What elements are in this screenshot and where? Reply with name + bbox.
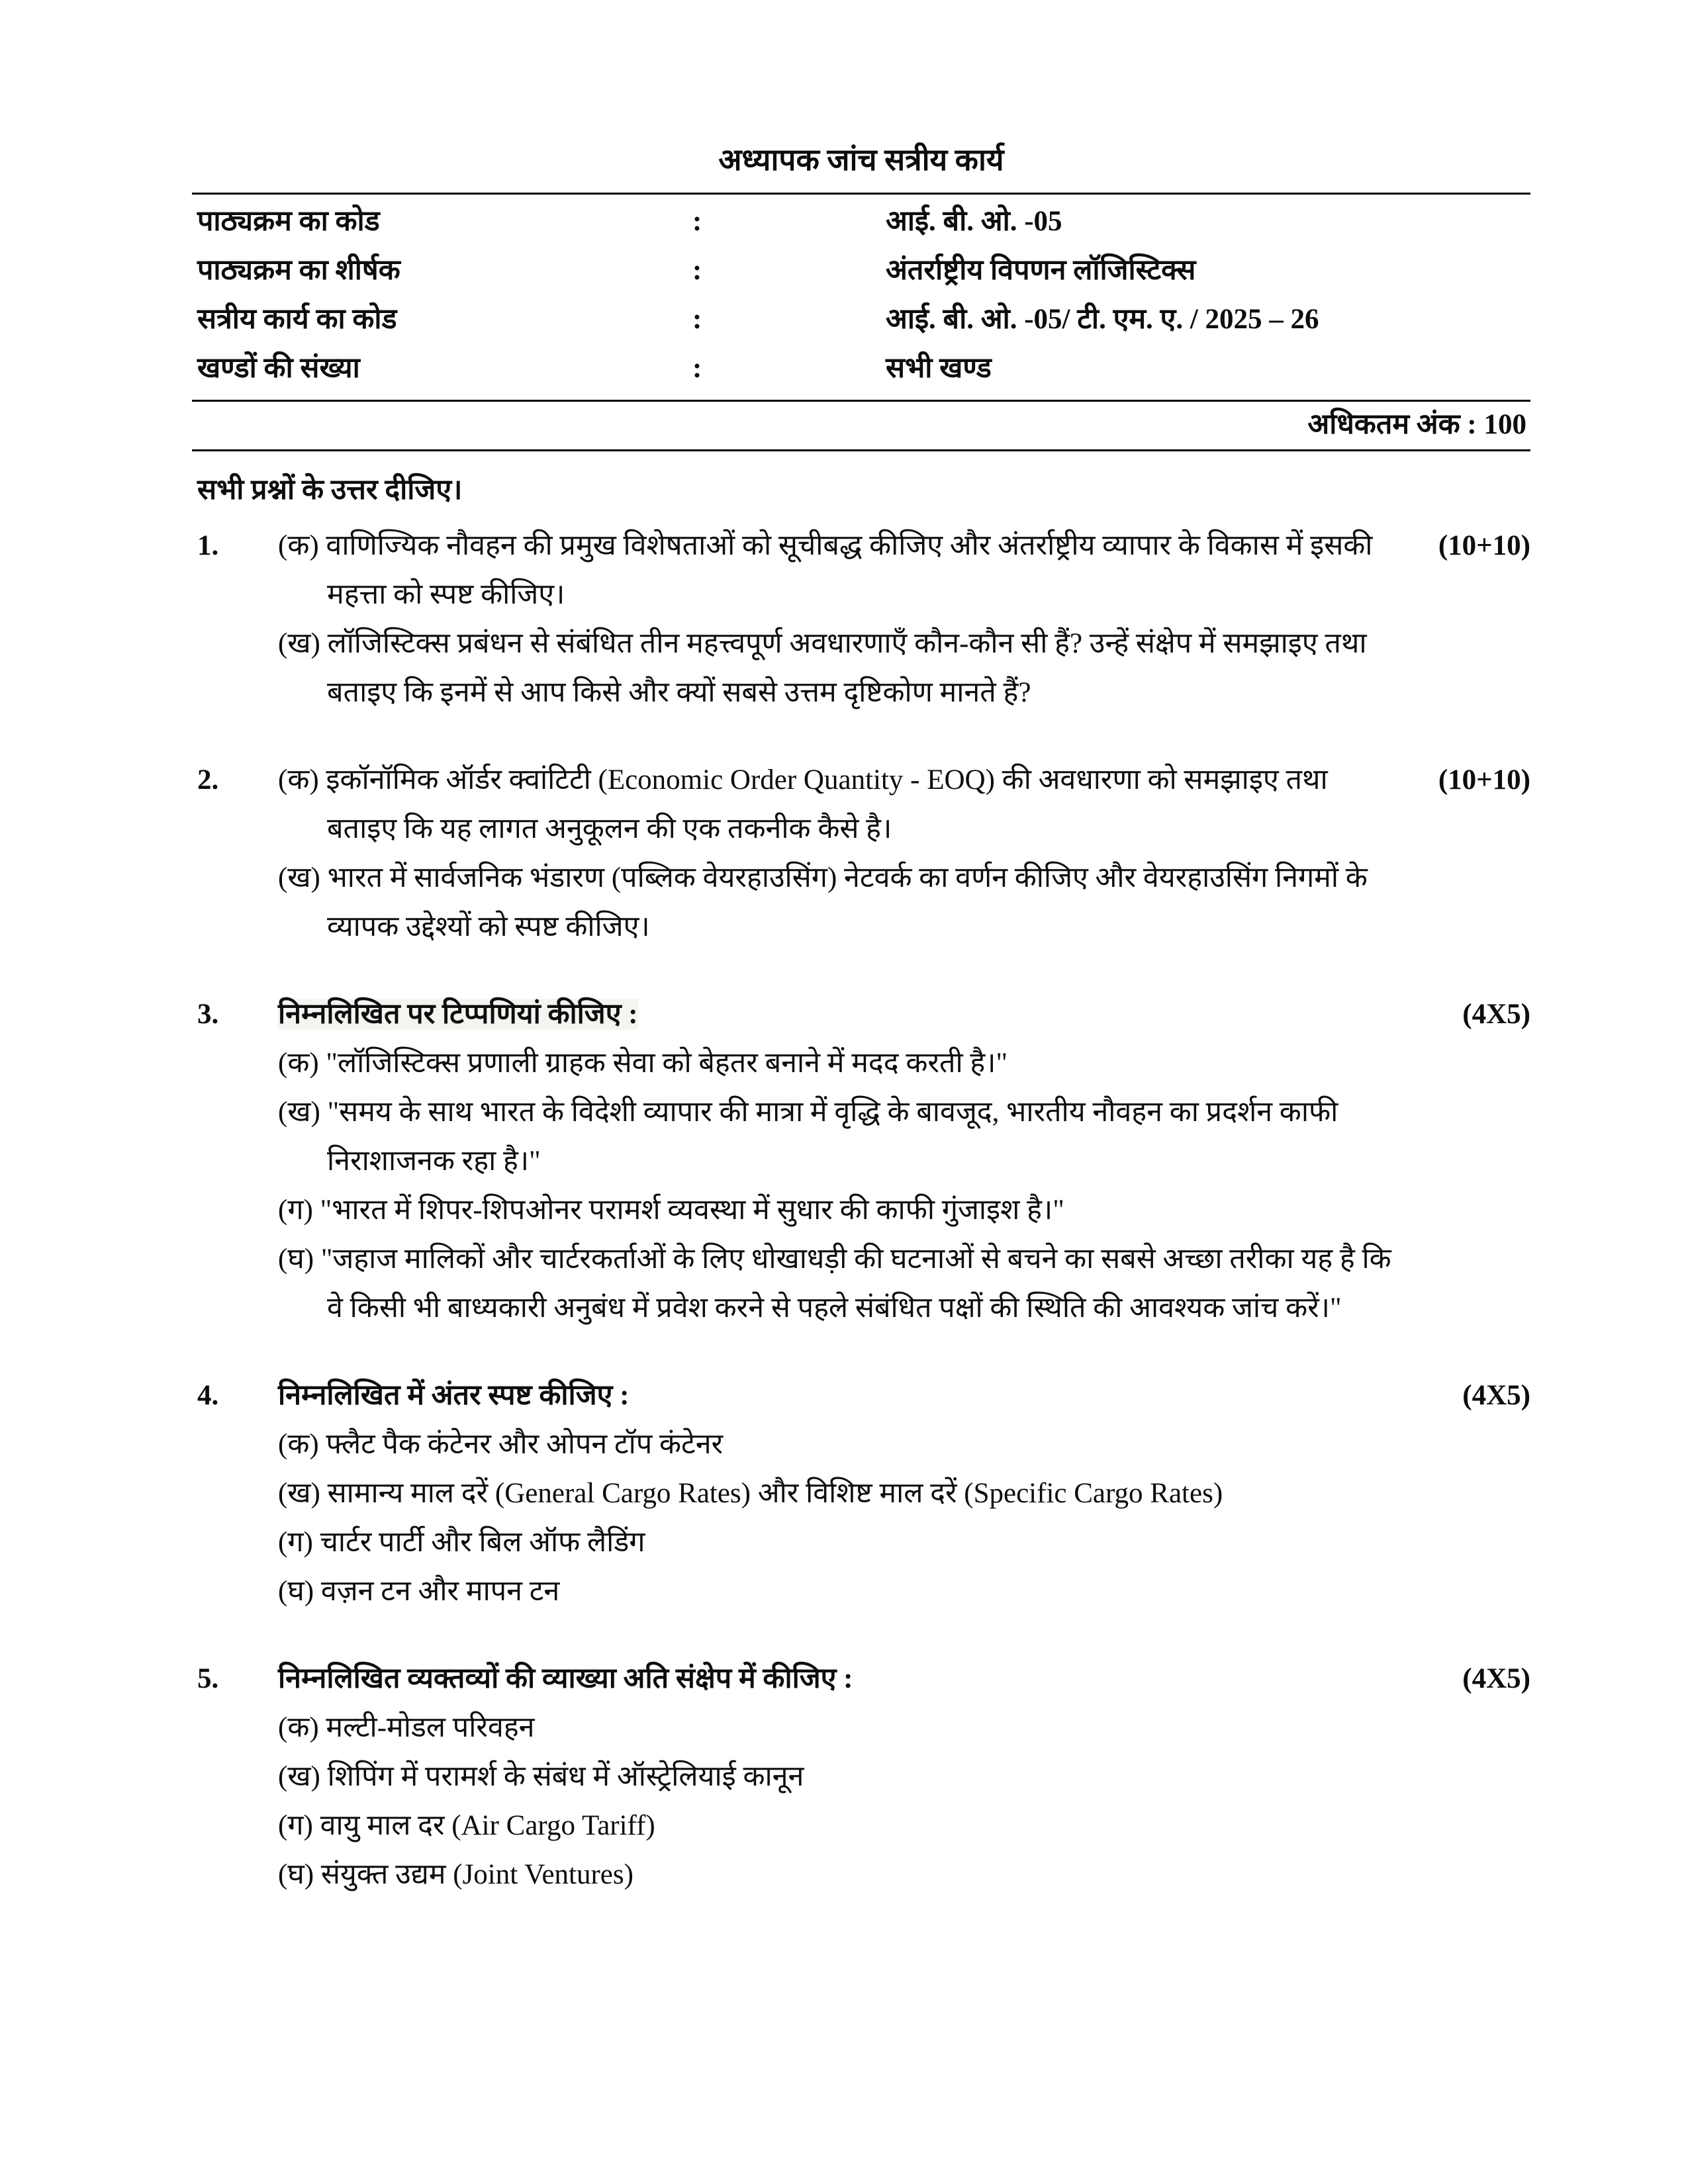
question-number: 1. [197,530,219,561]
part-text: वायु माल दर (Air Cargo Tariff) [320,1810,655,1841]
question-number: 4. [197,1380,219,1411]
question-part [278,522,1397,619]
question-part [278,1469,1397,1518]
document-title: अध्यापक जांच सत्रीय कार्य [718,143,1004,177]
header-value: अंतर्राष्ट्रीय विपणन लॉजिस्टिक्स [886,255,1196,286]
question-part [278,1186,1397,1235]
part-label: (क) [278,1429,319,1460]
part-label: (क) [278,1048,319,1079]
part-text: चार्टर पार्टी और बिल ऑफ लैडिंग [320,1527,645,1558]
header-separator: : [692,255,702,286]
part-text: शिपिंग में परामर्श के संबंध में ऑस्ट्रेलियाई कानून [327,1761,804,1792]
question-marks: (4X5) [1462,1380,1530,1411]
part-text: इकॉनॉमिक ऑर्डर क्वांटिटी (Economic Order Quantity - EOQ) की अवधारणा को समझाइए तथा बताइए कि यह लागत अनुकूलन की एक तकनीक कैसे है। [326,764,1328,844]
max-marks: अधिकतम अंक : 100 [1307,409,1526,440]
question-part [278,1567,1397,1616]
question-part [278,1850,1397,1899]
question-marks: (4X5) [1462,999,1530,1030]
part-label: (ग) [278,1810,313,1841]
question-part [278,854,1397,952]
document-content [192,136,1530,1899]
part-text: फ्लैट पैक कंटेनर और ओपन टॉप कंटेनर [326,1429,724,1460]
question-part [278,1235,1397,1333]
header-value: आई. बी. ओ. -05 [886,206,1062,237]
header-label: पाठ्यक्रम का कोड [197,206,380,237]
question-part [278,1039,1397,1088]
question-1 [192,522,1530,717]
part-text: संयुक्त उद्यम (Joint Ventures) [320,1859,633,1890]
question-number: 3. [197,999,219,1030]
part-text: वज़न टन और मापन टन [320,1576,560,1607]
question-number: 2. [197,764,219,796]
header-value: सभी खण्ड [886,353,992,384]
part-text: "लॉजिस्टिक्स प्रणाली ग्राहक सेवा को बेहतर बनाने में मदद करती है।" [326,1048,1008,1079]
part-label: (घ) [278,1576,314,1607]
question-body [278,1371,1397,1616]
question-2 [192,756,1530,952]
part-text: "भारत में शिपर-शिपओनर परामर्श व्यवस्था में सुधार की काफी गुंजाइश है।" [320,1195,1064,1226]
question-body [278,756,1397,952]
header-table [192,195,1530,400]
part-label: (ख) [278,1097,320,1128]
part-label: (ग) [278,1527,313,1558]
question-heading: निम्नलिखित व्यक्तव्यों की व्याख्या अति संक्षेप में कीजिए : [278,1663,853,1694]
part-text: सामान्य माल दरें (General Cargo Rates) और विशिष्ट माल दरें (Specific Cargo Rates) [327,1478,1223,1509]
question-4 [192,1371,1530,1616]
question-body [278,522,1397,717]
part-label: (ख) [278,862,320,893]
header-row-blocks-count [197,344,1530,393]
header-separator: : [692,304,702,335]
question-marks: (10+10) [1438,530,1530,561]
part-text: "समय के साथ भारत के विदेशी व्यापार की मात्रा में वृद्धि के बावजूद, भारतीय नौवहन का प्रदर्शन काफी निराशाजनक रहा है।" [327,1097,1338,1177]
question-body [278,990,1397,1333]
header-label: पाठ्यक्रम का शीर्षक [197,255,400,286]
question-part [278,619,1397,717]
header-separator: : [692,206,702,237]
header-row-course-code [197,197,1530,246]
header-row-course-title [197,246,1530,295]
header-value: आई. बी. ओ. -05/ टी. एम. ए. / 2025 – 26 [886,304,1319,335]
part-text: "जहाज मालिकों और चार्टरकर्ताओं के लिए धोखाधड़ी की घटनाओं से बचने का सबसे अच्छा तरीका यह है कि वे किसी भी बाध्यकारी अनुबंध में प्रवेश करने से पहले संबंधित पक्षों की स्थिति की आवश्यक जांच करें।" [320,1244,1391,1324]
divider-bottom [192,449,1530,451]
question-number: 5. [197,1663,219,1694]
header-label: सत्रीय कार्य का कोड [197,304,397,335]
part-label: (ख) [278,1761,320,1792]
header-separator: : [692,353,702,384]
part-label: (क) [278,530,319,561]
instruction: सभी प्रश्नों के उत्तर दीजिए। [197,475,463,506]
question-marks: (4X5) [1462,1663,1530,1694]
part-label: (घ) [278,1859,314,1890]
question-heading: निम्नलिखित में अंतर स्पष्ट कीजिए : [278,1380,630,1411]
part-text: भारत में सार्वजनिक भंडारण (पब्लिक वेयरहाउसिंग) नेटवर्क का वर्णन कीजिए और वेयरहाउसिंग निगमों के व्यापक उद्देश्यों को स्पष्ट कीजिए। [327,862,1368,942]
question-3 [192,990,1530,1333]
question-part [278,756,1397,854]
header-label: खण्डों की संख्या [197,353,360,384]
question-part [278,1518,1397,1567]
question-part [278,1801,1397,1850]
part-label: (घ) [278,1244,314,1275]
part-label: (क) [278,1712,319,1743]
part-label: (ख) [278,628,320,659]
part-label: (ग) [278,1195,313,1226]
part-text: वाणिज्यिक नौवहन की प्रमुख विशेषताओं को सूचीबद्ध कीजिए और अंतर्राष्ट्रीय व्यापार के विकास में इसकी महत्ता को स्पष्ट कीजिए। [326,530,1373,610]
part-text: लॉजिस्टिक्स प्रबंधन से संबंधित तीन महत्त्वपूर्ण अवधारणाएँ कौन-कौन सी हैं? उन्हें संक्षेप में समझाइए तथा बताइए कि इनमें से आप किसे और क्यों सबसे उत्तम दृष्टिकोण मानते हैं? [327,628,1367,708]
question-part [278,1704,1397,1752]
question-5 [192,1655,1530,1899]
part-label: (ख) [278,1478,320,1509]
question-part [278,1420,1397,1469]
part-label: (क) [278,764,319,796]
header-row-assignment-code [197,295,1530,344]
question-heading: निम्नलिखित पर टिप्पणियां कीजिए : [278,999,638,1030]
question-part [278,1088,1397,1186]
question-part [278,1752,1397,1801]
question-marks: (10+10) [1438,764,1530,796]
part-text: मल्टी-मोडल परिवहन [326,1712,535,1743]
question-body [278,1655,1397,1899]
